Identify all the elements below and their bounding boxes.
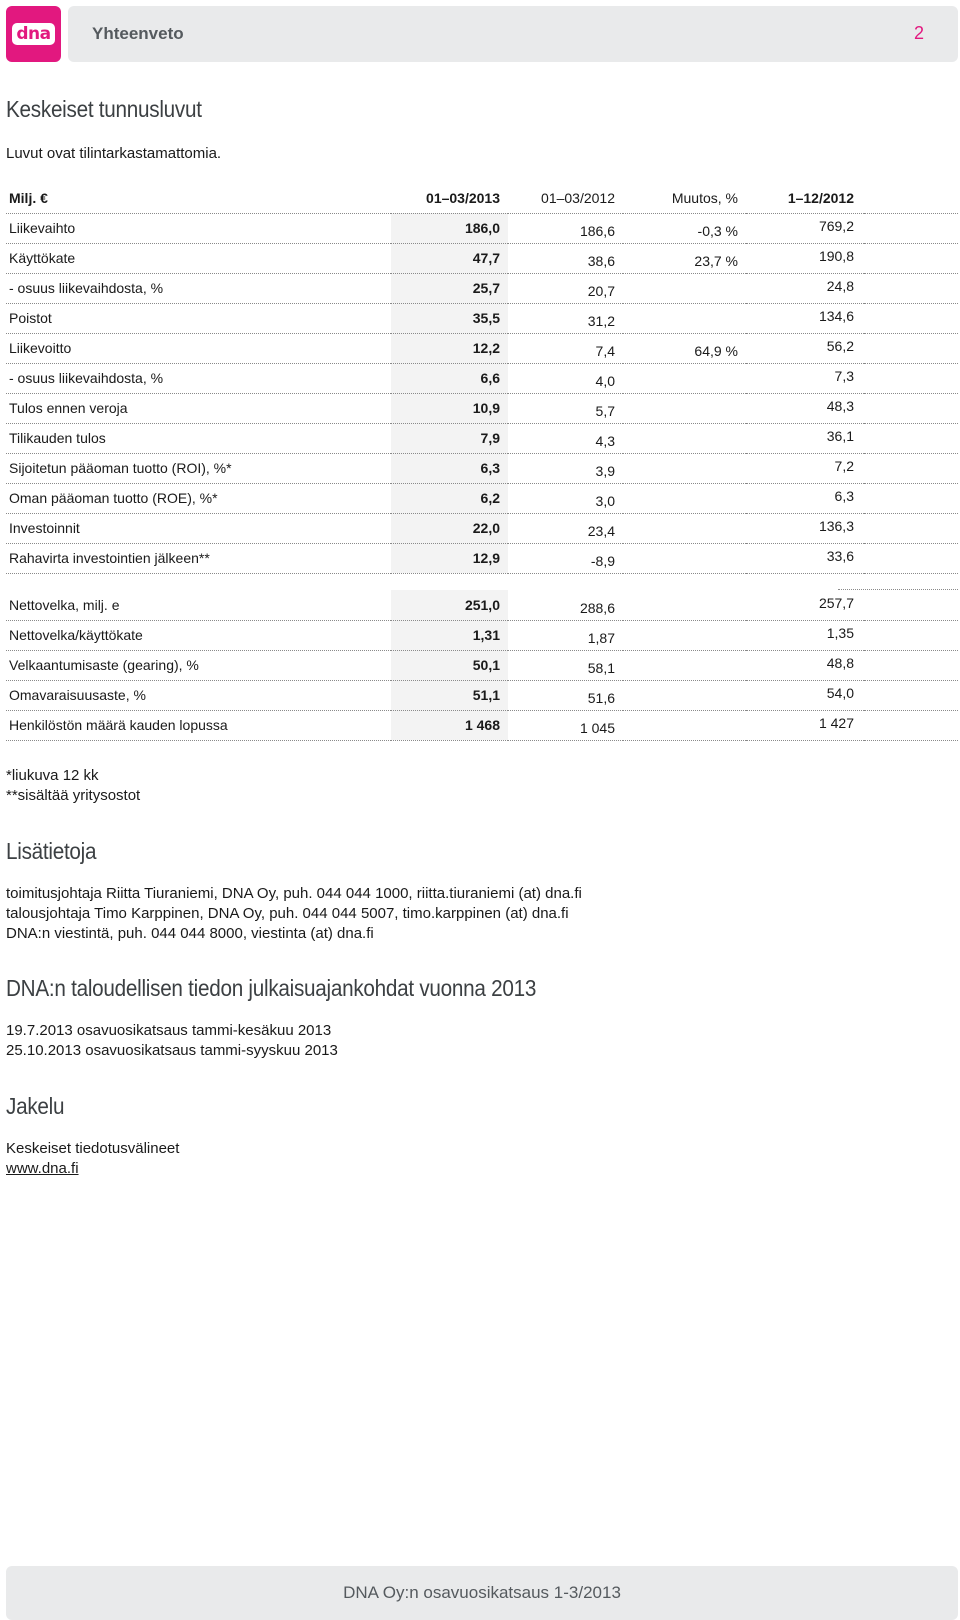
row-label: Nettovelka, milj. e: [6, 590, 391, 620]
table-cell: 10,9: [391, 393, 508, 423]
table-cell: [623, 483, 746, 513]
table-cell: 1 427: [746, 710, 864, 740]
column-spacer: [864, 273, 958, 303]
distribution-link-wrap: [6, 1159, 79, 1179]
table-row: [6, 243, 958, 273]
section-title-key-figures: Keskeiset tunnusluvut: [6, 96, 202, 122]
table-cell: 31,2: [508, 303, 623, 333]
table-cell: 1 045: [508, 710, 623, 740]
table-cell: 4,3: [508, 423, 623, 453]
table-cell: [623, 650, 746, 680]
section-title-distribution: Jakelu: [6, 1093, 65, 1119]
row-label: Oman pääoman tuotto (ROE), %*: [6, 483, 391, 513]
table-cell: -0,3 %: [623, 213, 746, 243]
row-label: Tilikauden tulos: [6, 423, 391, 453]
table-cell: 23,4: [508, 513, 623, 543]
table-row: [6, 453, 958, 483]
table-cell: 7,9: [391, 423, 508, 453]
contact-communications: DNA:n viestintä, puh. 044 044 8000, viestinta (at) dna.fi: [6, 925, 374, 942]
footnote-1: *liukuva 12 kk: [6, 767, 99, 784]
column-spacer: [864, 333, 958, 363]
table-cell: 1,35: [746, 620, 864, 650]
column-spacer: [864, 393, 958, 423]
column-spacer: [864, 423, 958, 453]
row-label: - osuus liikevaihdosta, %: [6, 273, 391, 303]
table-cell: 47,7: [391, 243, 508, 273]
balance-figures-table: [6, 590, 958, 741]
row-label: Velkaantumisaste (gearing), %: [6, 650, 391, 680]
table-row: [6, 363, 958, 393]
table-cell: [623, 513, 746, 543]
column-spacer: [864, 363, 958, 393]
table-cell: [623, 543, 746, 573]
table-cell: 36,1: [746, 423, 864, 453]
table-row: [6, 333, 958, 363]
table-row: [6, 680, 958, 710]
row-label: Omavaraisuusaste, %: [6, 680, 391, 710]
row-label: Rahavirta investointien jälkeen**: [6, 543, 391, 573]
table-cell: 7,4: [508, 333, 623, 363]
column-spacer: [864, 453, 958, 483]
table-row: [6, 590, 958, 620]
dna-website-link[interactable]: www.dna.fi: [6, 1160, 79, 1177]
column-spacer: [864, 680, 958, 710]
section-title-publication-dates: DNA:n taloudellisen tiedon julkaisuajankohdat vuonna 2013: [6, 975, 537, 1001]
table-cell: [623, 423, 746, 453]
table-cell: 51,6: [508, 680, 623, 710]
row-label: Henkilöstön määrä kauden lopussa: [6, 710, 391, 740]
contact-ceo: toimitusjohtaja Riitta Tiuraniemi, DNA Oy, puh. 044 044 1000, riitta.tiuraniemi (at) dna.fi: [6, 885, 582, 902]
column-header: Muutos, %: [623, 183, 746, 213]
table-row: [6, 620, 958, 650]
table-cell: 186,6: [508, 213, 623, 243]
table-cell: 12,2: [391, 333, 508, 363]
column-spacer: [864, 303, 958, 333]
column-spacer: [864, 543, 958, 573]
table-cell: 190,8: [746, 243, 864, 273]
table-cell: 6,3: [746, 483, 864, 513]
table-row: [6, 303, 958, 333]
column-header: 01–03/2013: [391, 183, 508, 213]
table-cell: 288,6: [508, 590, 623, 620]
column-header: Milj. €: [6, 183, 391, 213]
header-bar: [68, 6, 958, 62]
table-cell: 54,0: [746, 680, 864, 710]
publication-date-1: 19.7.2013 osavuosikatsaus tammi-kesäkuu 2013: [6, 1022, 332, 1039]
table-cell: 4,0: [508, 363, 623, 393]
table-cell: 50,1: [391, 650, 508, 680]
key-figures-table: [6, 183, 958, 574]
section-title-more-info: Lisätietoja: [6, 838, 97, 864]
row-label: Poistot: [6, 303, 391, 333]
row-label: Sijoitetun pääoman tuotto (ROI), %*: [6, 453, 391, 483]
row-label: Tulos ennen veroja: [6, 393, 391, 423]
publication-date-2: 25.10.2013 osavuosikatsaus tammi-syyskuu 2013: [6, 1042, 338, 1059]
row-label: - osuus liikevaihdosta, %: [6, 363, 391, 393]
table-cell: 33,6: [746, 543, 864, 573]
table-cell: 3,9: [508, 453, 623, 483]
table-row: [6, 650, 958, 680]
row-label: Investoinnit: [6, 513, 391, 543]
table-cell: 51,1: [391, 680, 508, 710]
table-cell: 7,2: [746, 453, 864, 483]
table-cell: 1,31: [391, 620, 508, 650]
row-label: Liikevoitto: [6, 333, 391, 363]
table-cell: 6,3: [391, 453, 508, 483]
table-cell: [623, 363, 746, 393]
table-cell: 20,7: [508, 273, 623, 303]
column-spacer: [864, 590, 958, 620]
contact-cfo: talousjohtaja Timo Karppinen, DNA Oy, puh. 044 044 5007, timo.karppinen (at) dna.fi: [6, 905, 569, 922]
table-cell: 3,0: [508, 483, 623, 513]
footnote-2: **sisältää yritysostot: [6, 787, 141, 804]
table-cell: 1,87: [508, 620, 623, 650]
column-spacer: [864, 620, 958, 650]
row-label: Käyttökate: [6, 243, 391, 273]
table-cell: [623, 453, 746, 483]
header-title: Yhteenveto: [92, 24, 184, 43]
table-cell: 64,9 %: [623, 333, 746, 363]
table-cell: 251,0: [391, 590, 508, 620]
column-spacer: [864, 213, 958, 243]
column-spacer: [864, 650, 958, 680]
table-cell: 56,2: [746, 333, 864, 363]
table-cell: 7,3: [746, 363, 864, 393]
table-cell: 48,3: [746, 393, 864, 423]
table-cell: 12,9: [391, 543, 508, 573]
page-number: 2: [913, 23, 924, 43]
table-cell: 6,2: [391, 483, 508, 513]
table-cell: [623, 680, 746, 710]
table-row: [6, 393, 958, 423]
column-spacer: [864, 483, 958, 513]
table-row: [6, 543, 958, 573]
table-row: [6, 483, 958, 513]
column-header: 1–12/2012: [746, 183, 864, 213]
row-label: Liikevaihto: [6, 213, 391, 243]
table-row: [6, 213, 958, 243]
page-header: [6, 6, 958, 62]
table-cell: -8,9: [508, 543, 623, 573]
table-row: [6, 273, 958, 303]
table-cell: 23,7 %: [623, 243, 746, 273]
table2-top-rule: [838, 589, 958, 590]
table-cell: [623, 303, 746, 333]
table-header-row: [6, 183, 958, 213]
table-cell: 58,1: [508, 650, 623, 680]
column-header: 01–03/2012: [508, 183, 623, 213]
unaudited-note: Luvut ovat tilintarkastamattomia.: [6, 145, 222, 162]
table-cell: 24,8: [746, 273, 864, 303]
table-cell: [623, 273, 746, 303]
table-row: [6, 423, 958, 453]
table-cell: 25,7: [391, 273, 508, 303]
table-cell: 35,5: [391, 303, 508, 333]
logo-wordmark: dna: [12, 23, 55, 45]
dna-logo: [6, 6, 61, 62]
distribution-text: Keskeiset tiedotusvälineet: [6, 1140, 180, 1157]
table-cell: [623, 710, 746, 740]
table-cell: 1 468: [391, 710, 508, 740]
table-cell: 257,7: [746, 590, 864, 620]
column-spacer: [864, 243, 958, 273]
table-cell: [623, 620, 746, 650]
table-cell: 5,7: [508, 393, 623, 423]
page-footer: [6, 1566, 958, 1620]
table-cell: [623, 590, 746, 620]
table-cell: [623, 393, 746, 423]
table-row: [6, 710, 958, 740]
table-cell: 22,0: [391, 513, 508, 543]
table-cell: 38,6: [508, 243, 623, 273]
column-spacer: [864, 183, 958, 213]
row-label: Nettovelka/käyttökate: [6, 620, 391, 650]
table-cell: 134,6: [746, 303, 864, 333]
table-row: [6, 513, 958, 543]
column-spacer: [864, 710, 958, 740]
table-cell: 6,6: [391, 363, 508, 393]
table-cell: 186,0: [391, 213, 508, 243]
footer-text: DNA Oy:n osavuosikatsaus 1-3/2013: [343, 1583, 621, 1602]
table-cell: 48,8: [746, 650, 864, 680]
table-cell: 136,3: [746, 513, 864, 543]
column-spacer: [864, 513, 958, 543]
table-cell: 769,2: [746, 213, 864, 243]
